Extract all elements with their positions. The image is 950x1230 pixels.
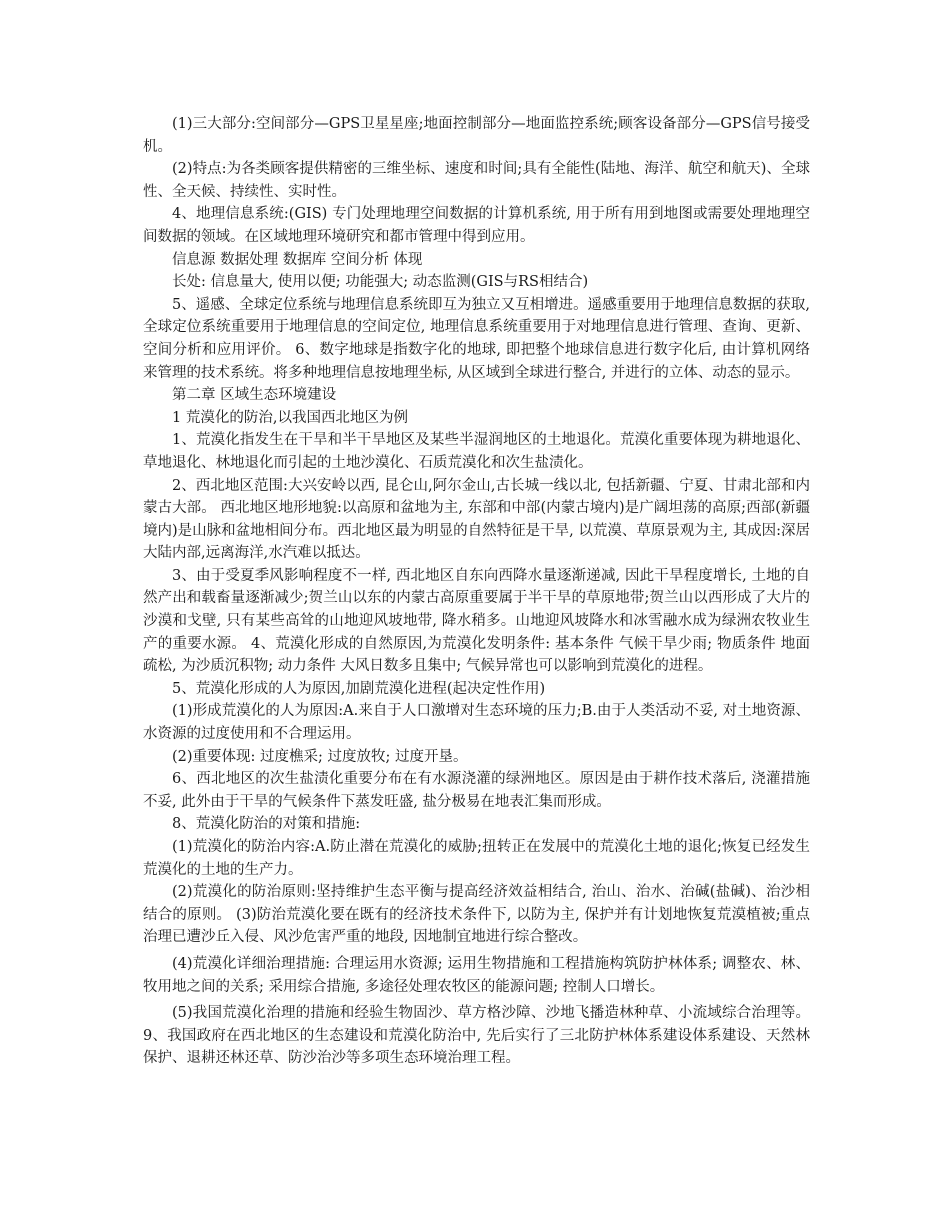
paragraph: (2)特点:为各类顾客提供精密的三维坐标、速度和时间;具有全能性(陆地、海洋、航空和航天)、全球性、全天候、持续性、实时性。 xyxy=(143,161,810,200)
paragraph: 5、荒漠化形成的人为原因,加剧荒漠化进程(起决定性作用) xyxy=(172,680,546,697)
paragraph: 1、荒漠化指发生在干旱和半干旱地区及某些半湿润地区的土地退化。荒漠化重要体现为耕地退化、草地退化、林地退化而引起的土地沙漠化、石质荒漠化和次生盐渍化。 xyxy=(143,432,810,471)
paragraph: 5、遥感、全球定位系统与地理信息系统即互为独立又互相增进。遥感重要用于地理信息数据的获取, 全球定位系统重要用于地理信息的空间定位, 地理信息系统重要用于对地理信息进行管理、查询、更新、空间分析和应用评价。 6、数字地球是指数字化的地球, 即把整个地球信息进行数字化后, 由计算机网络来管理的技术系统。将多种地理信息按地理坐标, 从区域到全球进行整合, 并进行的立体、动态的显示。 xyxy=(143,296,810,381)
paragraph: 长处: 信息量大, 使用以便; 功能强大; 动态监测(GIS与RS相结合) xyxy=(172,274,589,291)
chapter-heading: 第二章 区域生态环境建设 xyxy=(172,387,337,404)
paragraph: (2)重要体现: 过度樵采; 过度放牧; 过度开垦。 xyxy=(172,748,468,765)
document-body xyxy=(143,113,810,1070)
paragraph: 8、荒漠化防治的对策和措施: xyxy=(172,816,361,833)
paragraph: 信息源 数据处理 数据库 空间分析 体现 xyxy=(172,251,423,268)
paragraph: 3、由于受夏季风影响程度不一样, 西北地区自东向西降水量逐渐递减, 因此干旱程度增长, 土地的自然产出和载畜量逐渐减少;贺兰山以东的内蒙古高原重要属于半干旱的草原地带;贺兰山以西形成了大片的沙漠和戈壁, 只有某些高耸的山地迎风坡地带, 降水稍多。山地迎风坡降水和冰雪融水成为绿洲农牧业生产的重要水源。 4、荒漠化形成的自然原因,为荒漠化发明条件: 基本条件 气候干旱少雨; 物质条件 地面疏松, 为沙质沉积物; 动力条件 大风日数多且集中; 气候异常也可以影响到荒漠化的进程。 xyxy=(143,567,810,675)
paragraph: (5)我国荒漠化治理的措施和经验生物固沙、草方格沙障、沙地飞播造林种草、小流域综合治理等。 9、我国政府在西北地区的生态建设和荒漠化防治中, 先后实行了三北防护林体系建设体系建设、天然林保护、退耕还林还草、防沙治沙等多项生态环境治理工程。 xyxy=(143,1005,810,1067)
paragraph: 6、西北地区的次生盐渍化重要分布在有水源浇灌的绿洲地区。原因是由于耕作技术落后, 浇灌措施不妥, 此外由于干旱的气候条件下蒸发旺盛, 盐分极易在地表汇集而形成。 xyxy=(143,771,810,810)
paragraph: (1)形成荒漠化的人为原因:A.来自于人口激增对生态环境的压力;B.由于人类活动不妥, 对土地资源、水资源的过度使用和不合理运用。 xyxy=(143,703,810,743)
paragraph: (1)荒漠化的防治内容:A.防止潜在荒漠化的威胁;扭转正在发展中的荒漠化土地的退化;恢复已经发生荒漠化的土地的生产力。 xyxy=(143,839,810,878)
paragraph: (1)三大部分:空间部分—GPS卫星星座;地面控制部分—地面监控系统;顾客设备部分—GPS信号接受机。 xyxy=(143,116,810,155)
paragraph: (4)荒漠化详细治理措施: 合理运用水资源; 运用生物措施和工程措施构筑防护林体系; 调整农、林、牧用地之间的关系; 采用综合措施, 多途径处理农牧区的能源问题; 控制人口增长。 xyxy=(143,955,810,995)
section-heading: 1 荒漠化的防治,以我国西北地区为例 xyxy=(172,409,408,426)
paragraph: (2)荒漠化的防治原则:坚持维护生态平衡与提高经济效益相结合, 治山、治水、治碱(盐碱)、治沙相结合的原则。 (3)防治荒漠化要在既有的经济技术条件下, 以防为主, 保护并有计划地恢复荒漠植被;重点治理已遭沙丘入侵、风沙危害严重的地段, 因地制宜地进行综合整改。 xyxy=(143,884,810,946)
paragraph: 4、地理信息系统:(GIS) 专门处理地理空间数据的计算机系统, 用于所有用到地图或需要处理地理空间数据的领域。在区域地理环境研究和都市管理中得到应用。 xyxy=(143,206,810,245)
paragraph: 2、西北地区范围:大兴安岭以西, 昆仑山,阿尔金山,古长城一线以北, 包括新疆、宁夏、甘肃北部和内蒙古大部。 西北地区地形地貌:以高原和盆地为主, 东部和中部(内蒙古境内)是广阔坦荡的高原;西部(新疆境内)是山脉和盆地相间分布。西北地区最为明显的自然特征是干旱, 以荒漠、草原景观为主, 其成因:深居大陆内部,远离海洋,水汽难以抵达。 xyxy=(143,477,810,562)
